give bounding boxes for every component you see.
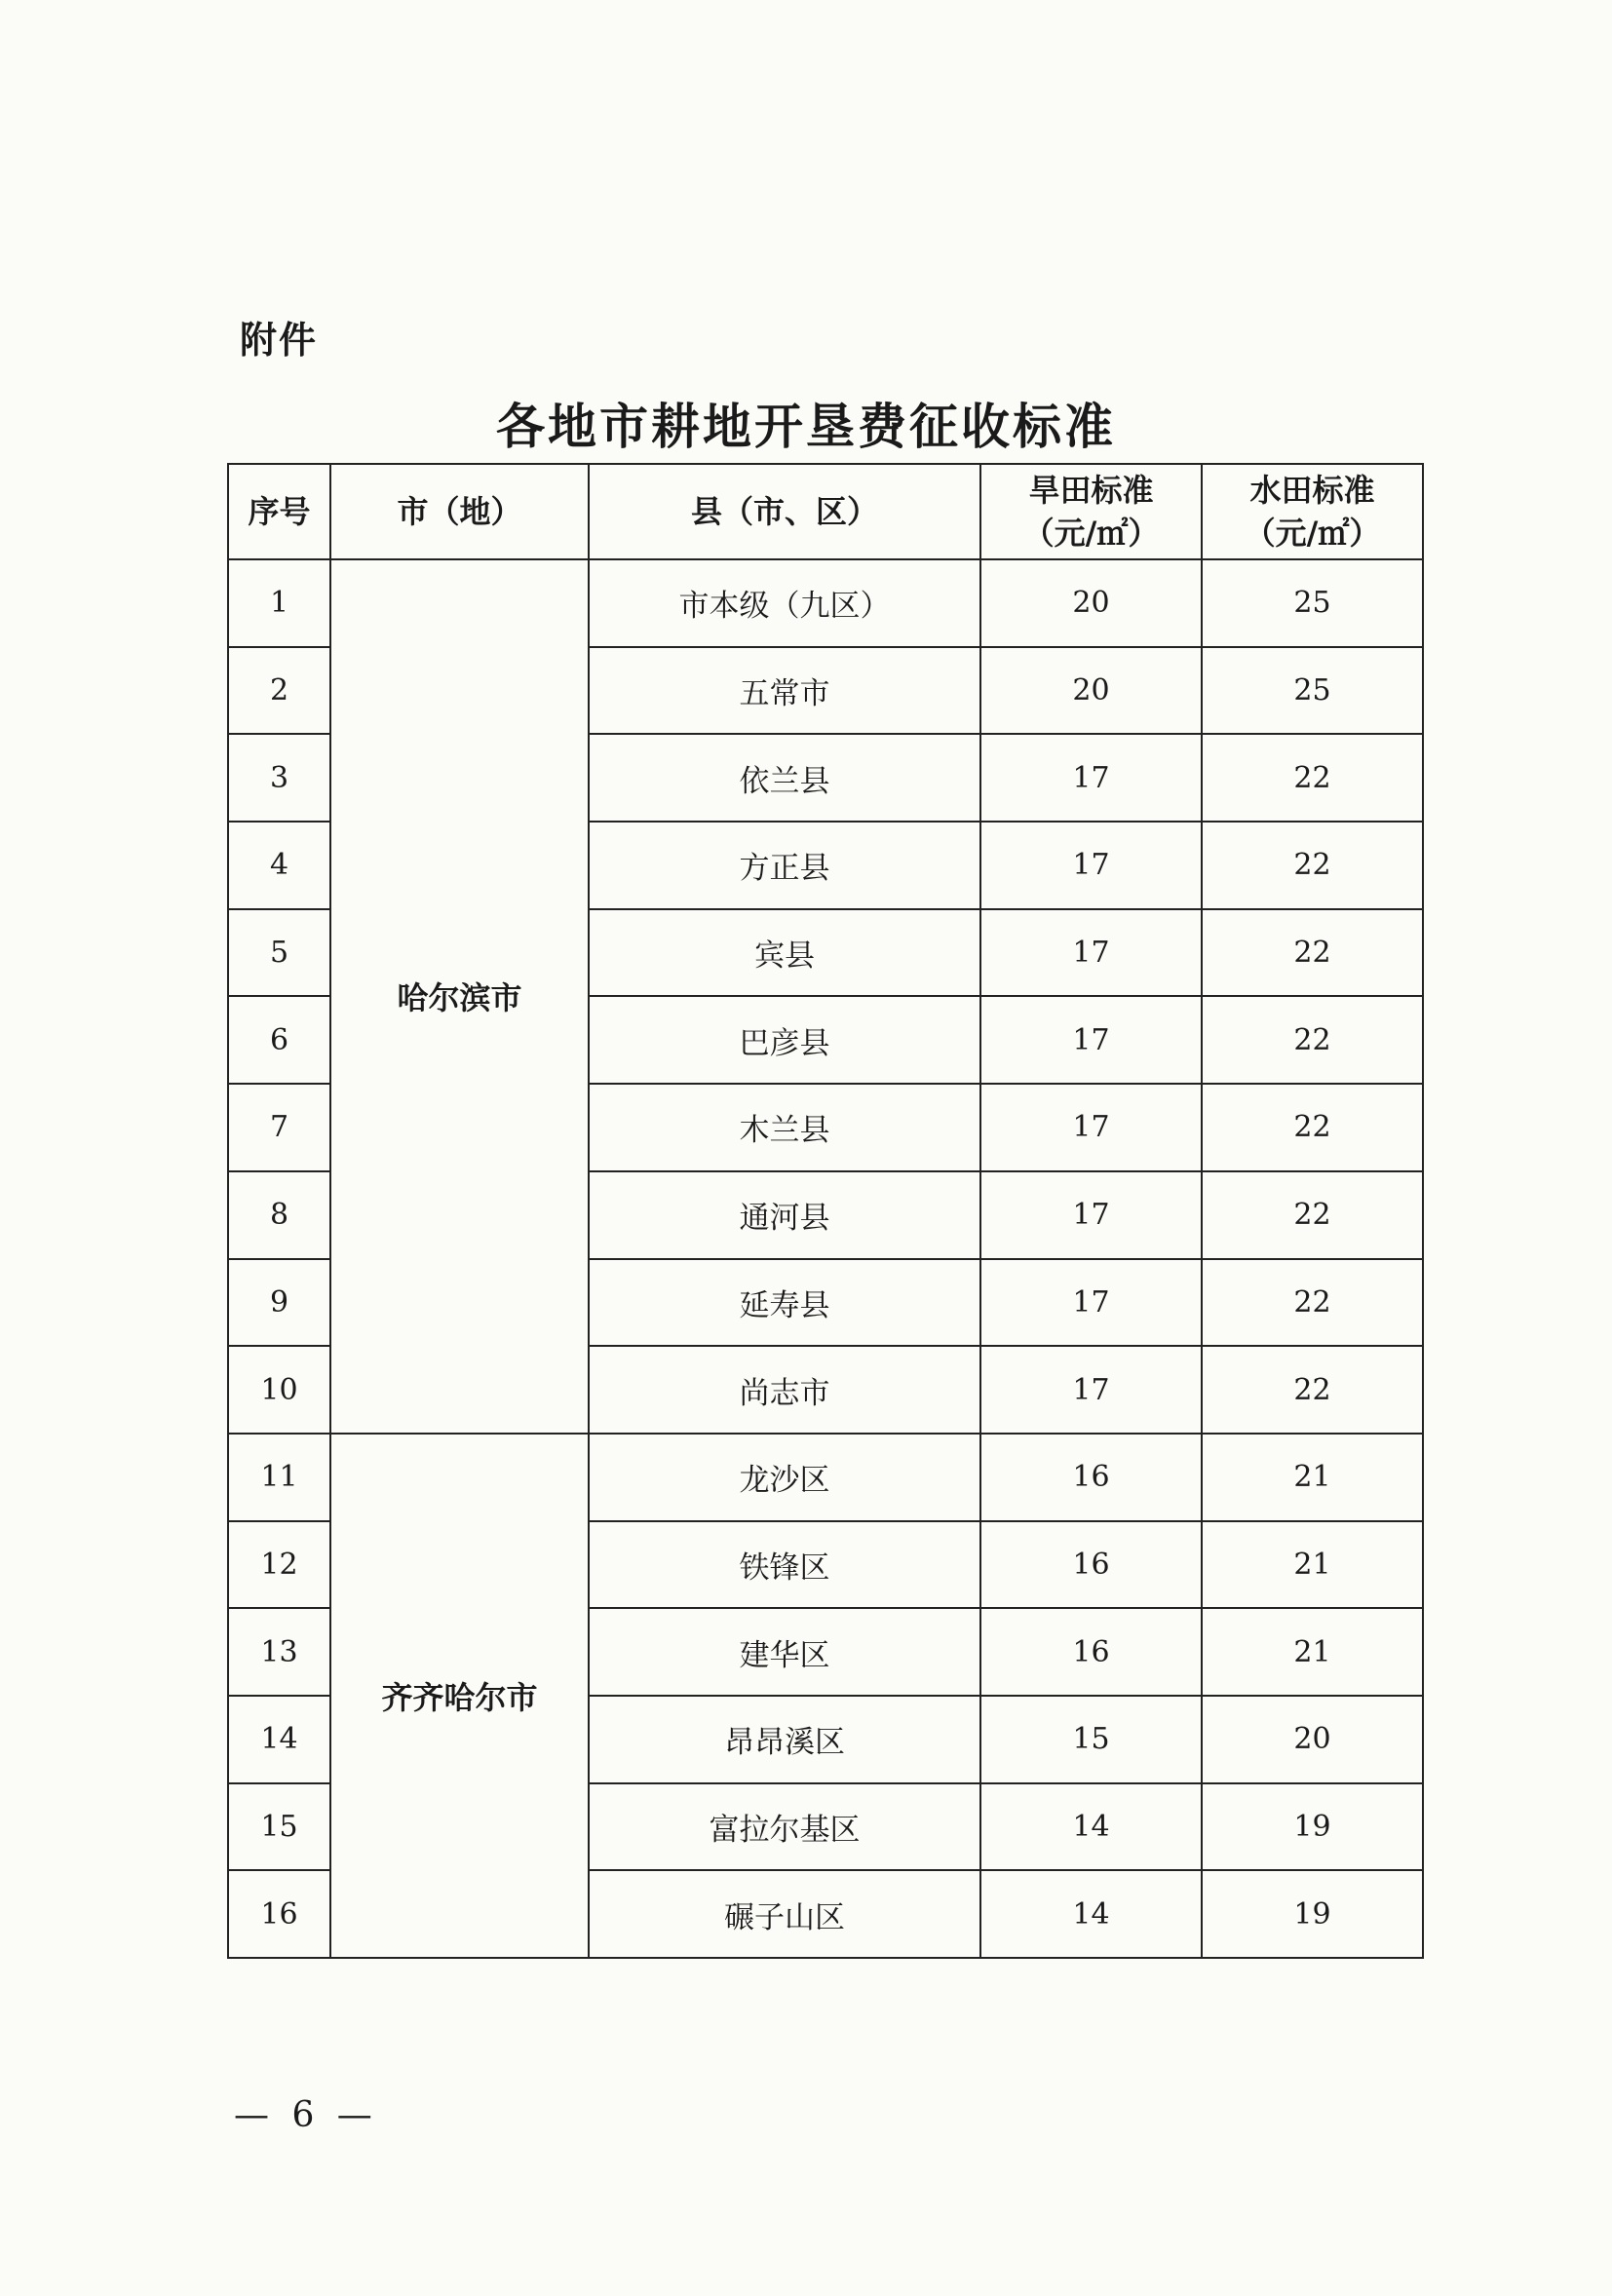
column-header-index: 序号	[228, 464, 330, 559]
county-cell: 富拉尔基区	[589, 1783, 980, 1871]
dry-field-value-cell: 14	[980, 1870, 1202, 1958]
paddy-field-value-cell: 22	[1202, 1084, 1423, 1171]
row-index-cell: 8	[228, 1171, 330, 1259]
paddy-field-label: 水田标准	[1249, 472, 1375, 509]
county-cell: 通河县	[589, 1171, 980, 1259]
row-index-cell: 2	[228, 647, 330, 735]
paddy-field-value-cell: 22	[1202, 1171, 1423, 1259]
column-header-county: 县（市、区）	[589, 464, 980, 559]
paddy-field-value-cell: 21	[1202, 1608, 1423, 1696]
county-cell: 五常市	[589, 647, 980, 735]
dry-field-value-cell: 16	[980, 1608, 1202, 1696]
row-index-cell: 13	[228, 1608, 330, 1696]
county-cell: 建华区	[589, 1608, 980, 1696]
dry-field-value-cell: 17	[980, 996, 1202, 1084]
county-cell: 昂昂溪区	[589, 1696, 980, 1783]
row-index-cell: 3	[228, 734, 330, 822]
row-index-cell: 14	[228, 1696, 330, 1783]
city-cell: 哈尔滨市	[330, 559, 589, 1434]
page-number: — 6 —	[234, 2095, 378, 2135]
county-cell: 依兰县	[589, 734, 980, 822]
city-cell: 齐齐哈尔市	[330, 1434, 589, 1958]
paddy-field-value-cell: 20	[1202, 1696, 1423, 1783]
attachment-label: 附件	[240, 319, 319, 362]
dry-field-value-cell: 16	[980, 1434, 1202, 1521]
paddy-field-value-cell: 22	[1202, 909, 1423, 997]
paddy-field-value-cell: 25	[1202, 559, 1423, 647]
county-cell: 方正县	[589, 822, 980, 909]
dry-field-value-cell: 17	[980, 1171, 1202, 1259]
dry-field-value-cell: 14	[980, 1783, 1202, 1871]
dry-field-label: 旱田标准	[1028, 472, 1154, 509]
paddy-field-value-cell: 21	[1202, 1434, 1423, 1521]
paddy-field-value-cell: 19	[1202, 1870, 1423, 1958]
row-index-cell: 4	[228, 822, 330, 909]
county-cell: 尚志市	[589, 1346, 980, 1434]
dry-field-value-cell: 16	[980, 1521, 1202, 1609]
county-cell: 铁锋区	[589, 1521, 980, 1609]
dry-field-value-cell: 20	[980, 647, 1202, 735]
dry-field-value-cell: 17	[980, 1259, 1202, 1347]
table-row	[228, 559, 1423, 647]
dry-field-value-cell: 20	[980, 559, 1202, 647]
county-cell: 宾县	[589, 909, 980, 997]
row-index-cell: 15	[228, 1783, 330, 1871]
county-cell: 龙沙区	[589, 1434, 980, 1521]
county-cell: 木兰县	[589, 1084, 980, 1171]
paddy-field-value-cell: 22	[1202, 996, 1423, 1084]
paddy-field-value-cell: 22	[1202, 734, 1423, 822]
dry-field-value-cell: 17	[980, 822, 1202, 909]
row-index-cell: 11	[228, 1434, 330, 1521]
dry-field-value-cell: 17	[980, 734, 1202, 822]
dry-field-value-cell: 17	[980, 1084, 1202, 1171]
column-header-paddy-field	[1202, 464, 1423, 559]
row-index-cell: 10	[228, 1346, 330, 1434]
table-row	[228, 1434, 1423, 1521]
paddy-field-value-cell: 22	[1202, 1259, 1423, 1347]
row-index-cell: 6	[228, 996, 330, 1084]
fee-standard-table	[227, 463, 1424, 1959]
paddy-field-value-cell: 25	[1202, 647, 1423, 735]
row-index-cell: 7	[228, 1084, 330, 1171]
paddy-field-value-cell: 19	[1202, 1783, 1423, 1871]
dry-field-value-cell: 17	[980, 909, 1202, 997]
dry-field-value-cell: 17	[980, 1346, 1202, 1434]
row-index-cell: 16	[228, 1870, 330, 1958]
paddy-field-value-cell: 21	[1202, 1521, 1423, 1609]
dry-field-value-cell: 15	[980, 1696, 1202, 1783]
row-index-cell: 9	[228, 1259, 330, 1347]
table-header-row	[228, 464, 1423, 559]
table-body	[228, 559, 1423, 1958]
county-cell: 巴彦县	[589, 996, 980, 1084]
row-index-cell: 12	[228, 1521, 330, 1609]
county-cell: 碾子山区	[589, 1870, 980, 1958]
row-index-cell: 1	[228, 559, 330, 647]
row-index-cell: 5	[228, 909, 330, 997]
county-cell: 延寿县	[589, 1259, 980, 1347]
column-header-city: 市（地）	[330, 464, 589, 559]
document-title: 各地市耕地开垦费征收标准	[496, 399, 1116, 455]
paddy-field-value-cell: 22	[1202, 822, 1423, 909]
column-header-dry-field	[980, 464, 1202, 559]
paddy-field-unit: （元/㎡）	[1244, 515, 1381, 552]
paddy-field-value-cell: 22	[1202, 1346, 1423, 1434]
dry-field-unit: （元/㎡）	[1022, 515, 1160, 552]
county-cell: 市本级（九区）	[589, 559, 980, 647]
